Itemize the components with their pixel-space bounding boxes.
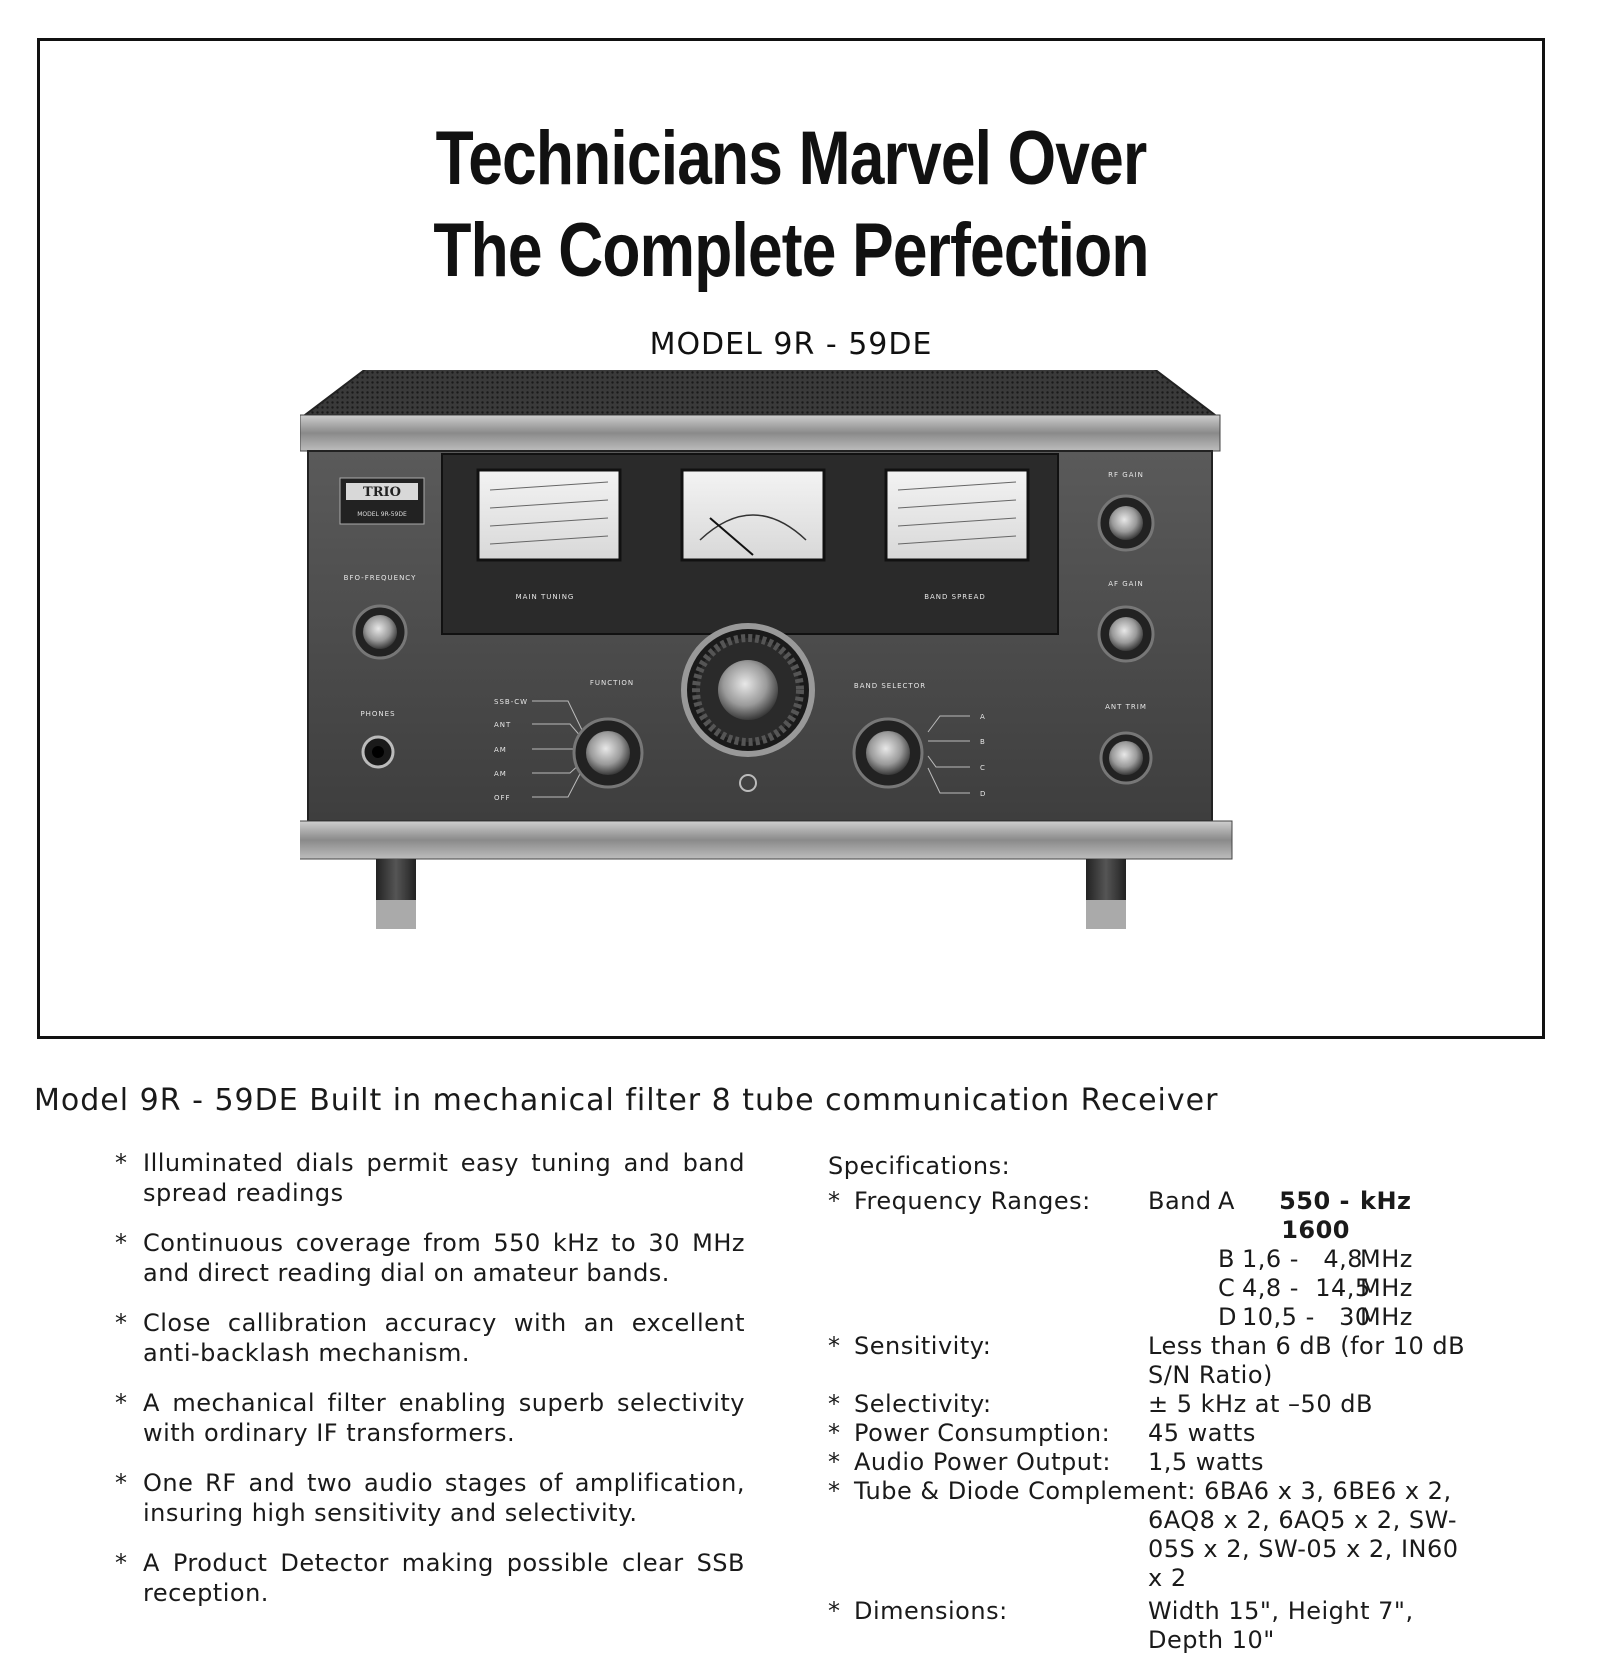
bullet-star: * [115,1389,128,1417]
band-range: 550 - 1600 [1279,1187,1350,1244]
spec-label-dimensions: Dimensions: [854,1597,1008,1625]
band-letter: A [1218,1187,1235,1215]
spec-tubes [828,1477,1468,1593]
feature-item [115,1308,745,1368]
bullet-star: * [828,1448,841,1476]
bullet-star: * [115,1229,128,1257]
band-range: 1,6 - 4,8 [1242,1245,1364,1273]
headline-line-2: The Complete Perfection [433,208,1149,293]
label-band-spread: BAND SPREAD [924,593,986,601]
feature-item [115,1148,745,1208]
band-word: Band [1148,1187,1212,1215]
band-letter: D [1218,1303,1237,1331]
spec-value-sensitivity: Less than 6 dB (for 10 dB S/N Ratio) [1148,1332,1466,1389]
band-opt-c: C [980,764,986,772]
bullet-star: * [115,1549,128,1577]
bullet-star: * [828,1332,841,1360]
label-bfo: BFO-FREQUENCY [343,574,417,582]
label-af-gain: AF GAIN [1108,580,1144,588]
brand-name: TRIO [363,485,401,500]
band-range: 10,5 - 30 [1242,1303,1371,1331]
caption: Model 9R - 59DE Built in mechanical filter 8 tube communication Receiver [34,1083,1219,1118]
spec-value-selectivity: ± 5 kHz at –50 dB [1148,1390,1373,1418]
label-phones: PHONES [360,710,396,718]
band-row [1148,1303,1468,1332]
function-opt-4: AM [494,770,507,778]
function-opt-1: SSB-CW [494,698,529,706]
bullet-star: * [828,1597,841,1625]
function-opt-5: OFF [494,794,511,802]
band-opt-a: A [980,713,986,721]
band-unit: MHz [1360,1245,1413,1273]
feature-item [115,1468,745,1528]
model-subtitle: MODEL 9R - 59DE [649,327,933,362]
band-row [1148,1274,1468,1303]
feature-list [115,1148,745,1628]
feature-text: Continuous coverage from 550 kHz to 30 MHz and direct reading dial on amateur bands. [143,1229,745,1287]
spec-label-sensitivity: Sensitivity: [854,1332,992,1360]
top-cover [305,370,1215,415]
spec-power [828,1419,1468,1448]
spec-frequency [828,1187,1468,1332]
bullet-star: * [828,1390,841,1418]
label-band-selector: BAND SELECTOR [853,682,927,690]
band-opt-b: B [980,738,986,746]
spec-label-selectivity: Selectivity: [854,1390,992,1418]
band-letter: B [1218,1245,1235,1273]
band-unit: kHz [1360,1187,1412,1215]
spec-value-audio: 1,5 watts [1148,1448,1264,1476]
specs-title: Specifications: [828,1152,1011,1180]
receiver-photo [300,370,1280,980]
spec-value-tubes-line1: 6BA6 x 3, 6BE6 x 2, [1204,1477,1452,1505]
spec-dimensions [828,1597,1468,1655]
spec-label-audio: Audio Power Output: [854,1448,1111,1476]
feature-item [115,1548,745,1608]
feature-item [115,1388,745,1448]
band-row [1148,1245,1468,1274]
bullet-star: * [828,1477,841,1505]
label-function: FUNCTION [589,679,635,687]
spec-audio [828,1448,1468,1477]
feature-text: A mechanical filter enabling superb selectivity with ordinary IF transformers. [143,1389,745,1447]
bullet-star: * [828,1419,841,1447]
label-ant-trim: ANT TRIM [1105,703,1147,711]
spec-label-frequency: Frequency Ranges: [854,1187,1091,1215]
band-table [1148,1187,1468,1332]
main-tuning-dial [478,470,620,560]
feature-item [115,1228,745,1288]
headline [175,113,1407,297]
label-rf-gain: RF GAIN [1108,471,1144,479]
headline-line-1: Technicians Marvel Over [435,116,1147,201]
feature-text: One RF and two audio stages of amplification, insuring high sensitivity and selectivity. [143,1469,745,1527]
spec-selectivity [828,1390,1468,1419]
bullet-star: * [115,1469,128,1497]
spec-value-tubes-rest: 6AQ8 x 2, 6AQ5 x 2, SW-05S x 2, SW-05 x 2, IN60 x 2 [1148,1506,1459,1592]
band-spread-dial [886,470,1028,560]
function-opt-3: AM [494,746,507,754]
band-range: 4,8 - 14,5 [1242,1274,1371,1302]
band-row [1148,1187,1468,1245]
band-unit: MHz [1360,1303,1413,1331]
spec-label-power: Power Consumption: [854,1419,1111,1447]
feature-text: Close callibration accuracy with an excellent anti-backlash mechanism. [143,1309,745,1367]
brand-model: MODEL 9R-59DE [357,511,407,518]
specifications [828,1152,1468,1655]
bullet-star: * [115,1309,128,1337]
feature-text: Illuminated dials permit easy tuning and band spread readings [143,1149,745,1207]
band-unit: MHz [1360,1274,1413,1302]
lower-trim [300,821,1232,859]
band-letter: C [1218,1274,1236,1302]
label-main-tuning: MAIN TUNING [515,593,575,601]
bullet-star: * [828,1187,841,1215]
spec-sensitivity [828,1332,1468,1390]
upper-trim [300,415,1220,451]
bullet-star: * [115,1149,128,1177]
band-opt-d: D [980,790,987,798]
spec-value-dimensions: Width 15", Height 7", Depth 10" [1148,1597,1414,1654]
feature-text: A Product Detector making possible clear SSB reception. [143,1549,745,1607]
spec-value-power: 45 watts [1148,1419,1256,1447]
spec-label-tubes: Tube & Diode Complement: [854,1477,1196,1505]
function-opt-2: ANT [494,721,512,729]
